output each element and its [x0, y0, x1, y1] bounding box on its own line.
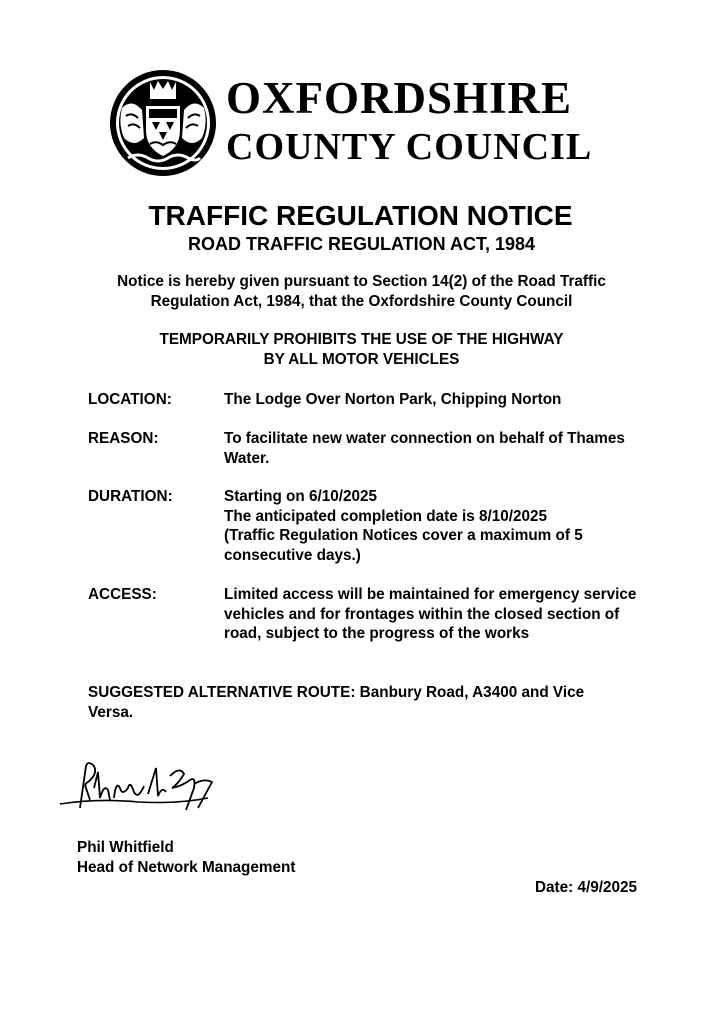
notice-subtitle: ROAD TRAFFIC REGULATION ACT, 1984	[187, 234, 536, 254]
intro-line: Notice is hereby given pursuant to Section 14(2) of the Road Traffic	[117, 273, 606, 290]
handwritten-signature	[58, 758, 218, 820]
access-line: road, subject to the progress of the works	[224, 625, 530, 642]
notice-title: TRAFFIC REGULATION NOTICE	[148, 200, 573, 231]
duration-line: (Traffic Regulation Notices cover a maximum of 5	[224, 527, 583, 544]
duration-label: DURATION:	[88, 488, 173, 505]
prohibition-line: BY ALL MOTOR VEHICLES	[263, 351, 460, 368]
route-line: SUGGESTED ALTERNATIVE ROUTE: Banbury Road, A3400 and Vice	[88, 684, 585, 701]
access-line: Limited access will be maintained for emergency service	[224, 586, 637, 603]
location-line: The Lodge Over Norton Park, Chipping Norton	[224, 391, 562, 408]
duration-value	[224, 487, 694, 565]
council-crest-icon	[108, 68, 218, 178]
access-label: ACCESS:	[88, 586, 157, 603]
route-line: Versa.	[88, 704, 134, 721]
intro-line: Regulation Act, 1984, that the Oxfordshire County Council	[150, 293, 573, 310]
signatory-block	[77, 838, 295, 878]
reason-label: REASON:	[88, 430, 159, 447]
council-name-line1: OXFORDSHIRE	[226, 73, 573, 123]
notice-date: Date: 4/9/2025	[535, 879, 638, 896]
reason-line: Water.	[224, 449, 270, 467]
signatory-role: Head of Network Management	[77, 859, 296, 876]
prohibition-line: TEMPORARILY PROHIBITS THE USE OF THE HIGHWAY	[159, 331, 564, 348]
location-label: LOCATION:	[88, 391, 172, 408]
duration-line: consecutive days.)	[224, 546, 361, 564]
signatory-name: Phil Whitfield	[77, 839, 174, 856]
duration-line: The anticipated completion date is 8/10/2025	[224, 507, 548, 525]
council-logo	[108, 68, 613, 178]
access-value	[224, 585, 694, 644]
duration-line: Starting on 6/10/2025	[224, 488, 378, 505]
reason-line: To facilitate new water connection on behalf of Thames	[224, 430, 625, 447]
reason-value	[224, 429, 694, 468]
alternative-route	[88, 683, 584, 723]
access-line: vehicles and for frontages within the closed section of	[224, 605, 620, 623]
council-name-line2: COUNTY COUNCIL	[226, 126, 593, 168]
prohibition-statement	[0, 330, 723, 370]
notice-intro	[0, 272, 723, 312]
location-value	[224, 390, 694, 410]
